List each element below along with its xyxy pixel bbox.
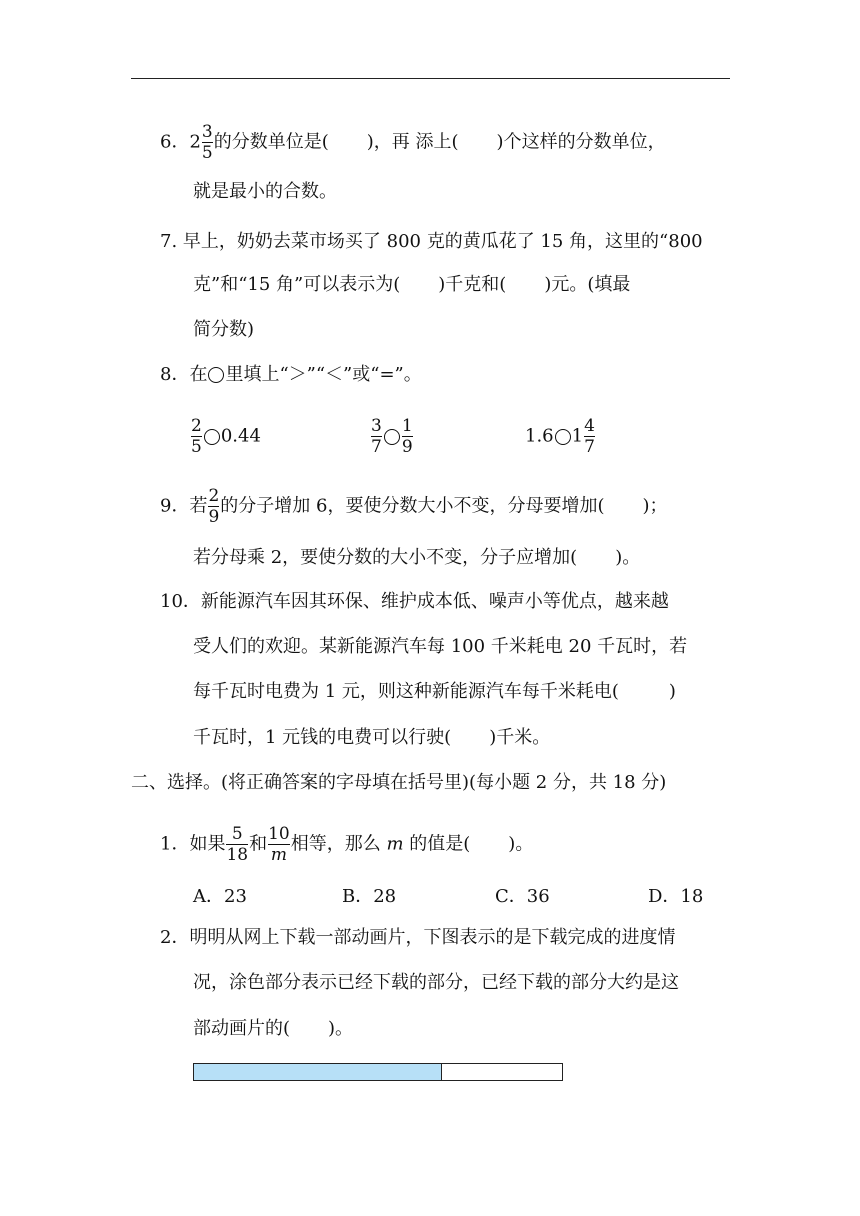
q8-circle2[interactable] xyxy=(384,429,400,445)
q8-line1: 8．在 里填上“＞”“＜”或“=”。 xyxy=(160,364,422,385)
c2-line3: 部动画片的( )。 xyxy=(193,1018,354,1039)
q6-text3: )个这样的分数单位， xyxy=(496,131,666,153)
q8-item3: 1.6 1 $\frac{4}{7}$ xyxy=(525,416,595,457)
header-rule xyxy=(131,78,730,79)
q6-line1 xyxy=(160,122,666,163)
q8-item2: $\frac{3}{7}$ $\frac{1}{9}$ xyxy=(371,416,413,457)
q9-line1: 9．若 $\frac{2}{9}$ 的分子增加 6，要使分数大小不变，分母要增加( )； xyxy=(160,486,668,527)
section2-title: 二、选择。(将正确答案的字母填在括号里)(每小题 2 分，共 18 分) xyxy=(131,772,667,793)
q6-line2: 就是最小的合数。 xyxy=(193,181,337,202)
q7-line1: 7. 早上，奶奶去菜市场买了 800 克的黄瓜花了 15 角，这里的“800 xyxy=(160,231,703,252)
q6-whole: 2 xyxy=(189,131,201,153)
q6-text1: 的分数单位是( xyxy=(213,131,329,153)
q10-line2: 受人们的欢迎。某新能源汽车每 100 千米耗电 20 千瓦时，若 xyxy=(193,636,688,657)
c2-line2: 况，涂色部分表示已经下载的部分，已经下载的部分大约是这 xyxy=(193,972,679,993)
c2-line1: 2．明明从网上下载一部动画片，下图表示的是下载完成的进度情 xyxy=(160,927,676,948)
download-progress-bar xyxy=(193,1063,563,1081)
c1-option-b[interactable]: B．28 xyxy=(342,886,397,907)
q8-circle1[interactable] xyxy=(204,429,220,445)
q6-number: 6． xyxy=(160,131,190,153)
q7-line3: 简分数) xyxy=(193,319,255,340)
q10-line4: 千瓦时，1 元钱的电费可以行驶( )千米。 xyxy=(193,727,551,748)
q9-line2: 若分母乘 2，要使分数的大小不变，分子应增加( )。 xyxy=(193,547,641,568)
q7-line2: 克”和“15 角”可以表示为( )千克和( )元。(填最 xyxy=(193,274,631,295)
q8-item1: $\frac{2}{5}$ 0.44 xyxy=(191,416,261,457)
q6-text2: )，再 添上( xyxy=(366,131,459,153)
c1-option-d[interactable]: D．18 xyxy=(648,886,704,907)
compare-circle xyxy=(208,367,224,383)
q10-line3: 每千瓦时电费为 1 元，则这种新能源汽车每千米耗电( ) xyxy=(193,681,676,702)
c1-option-c[interactable]: C．36 xyxy=(495,886,550,907)
q10-line1: 10．新能源汽车因其环保、维护成本低、噪声小等优点，越来越 xyxy=(160,591,669,612)
download-progress-fill xyxy=(194,1064,442,1080)
q8-circle3[interactable] xyxy=(555,429,571,445)
c1-option-a[interactable]: A．23 xyxy=(193,886,247,907)
q6-fraction: $\frac{3}{5}$ xyxy=(201,122,213,163)
c1-line1: 1．如果 $\frac{5}{18}$ 和 $\frac{10}{m}$ 相等，那么 m 的值是( )。 xyxy=(160,824,534,865)
